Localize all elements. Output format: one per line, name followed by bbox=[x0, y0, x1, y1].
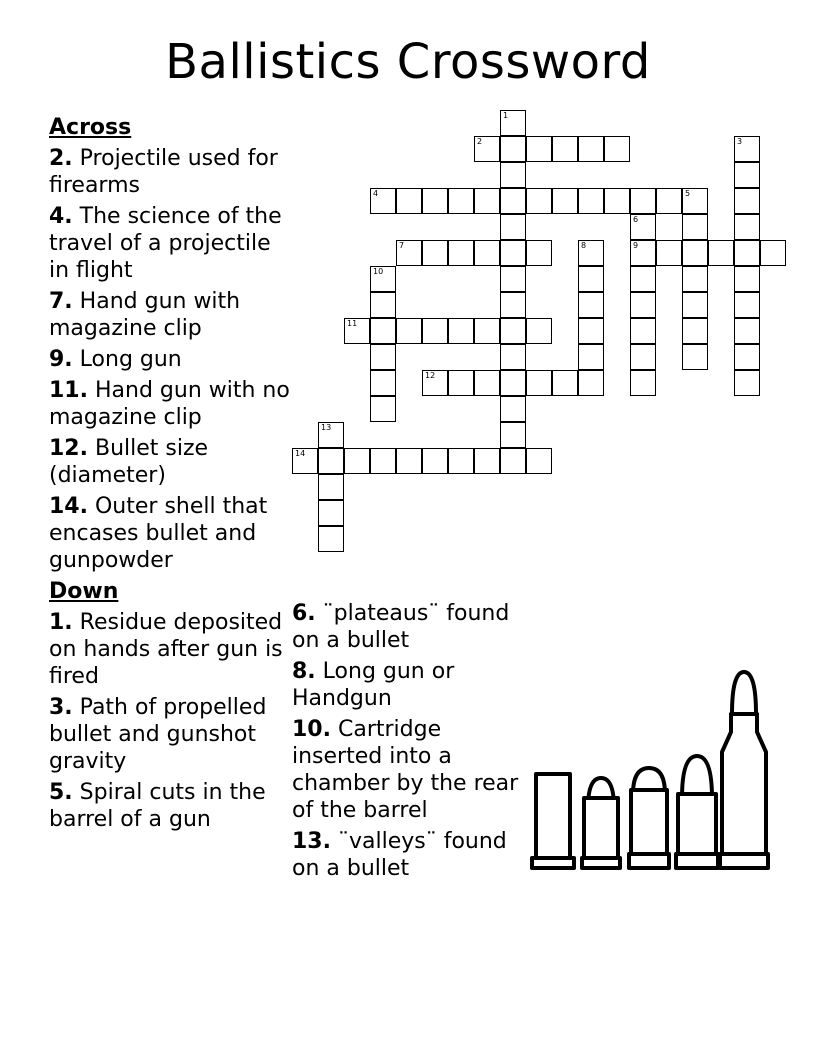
cell-number: 9 bbox=[633, 241, 639, 250]
crossword-cell[interactable] bbox=[630, 214, 656, 240]
crossword-cell[interactable] bbox=[734, 162, 760, 188]
crossword-cell[interactable] bbox=[734, 318, 760, 344]
clue-column-middle bbox=[292, 600, 522, 886]
crossword-cell[interactable] bbox=[526, 136, 552, 162]
cell-number: 1 bbox=[503, 111, 509, 120]
cell-number: 10 bbox=[373, 267, 384, 276]
crossword-cell[interactable] bbox=[734, 188, 760, 214]
clue-text: Residue deposited on hands after gun is fired bbox=[49, 610, 283, 689]
crossword-cell[interactable] bbox=[526, 318, 552, 344]
cell-number: 13 bbox=[321, 423, 332, 432]
rifle-cartridge-short-icon bbox=[676, 756, 718, 868]
crossword-cell[interactable] bbox=[682, 344, 708, 370]
clue-text: Long gun or Handgun bbox=[292, 659, 455, 711]
crossword-cell[interactable] bbox=[422, 318, 448, 344]
clue-down-8 bbox=[292, 658, 522, 712]
crossword-cell[interactable] bbox=[500, 292, 526, 318]
crossword-cell[interactable] bbox=[500, 344, 526, 370]
crossword-cell[interactable] bbox=[318, 422, 344, 448]
crossword-cell[interactable] bbox=[396, 318, 422, 344]
cell-number: 5 bbox=[685, 189, 691, 198]
crossword-cell[interactable] bbox=[500, 422, 526, 448]
crossword-cell[interactable] bbox=[630, 318, 656, 344]
crossword-cell[interactable] bbox=[318, 474, 344, 500]
crossword-cell[interactable] bbox=[370, 266, 396, 292]
clue-text: Hand gun with no magazine clip bbox=[49, 378, 290, 430]
crossword-cell[interactable] bbox=[500, 162, 526, 188]
crossword-cell[interactable] bbox=[422, 188, 448, 214]
crossword-cell[interactable] bbox=[630, 292, 656, 318]
clue-column-left bbox=[49, 114, 294, 837]
crossword-cell[interactable] bbox=[578, 370, 604, 396]
clue-across-11 bbox=[49, 377, 294, 431]
clue-text: Hand gun with magazine clip bbox=[49, 289, 241, 341]
crossword-cell[interactable] bbox=[526, 370, 552, 396]
crossword-cell[interactable] bbox=[448, 240, 474, 266]
crossword-cell[interactable] bbox=[630, 188, 656, 214]
clue-across-7 bbox=[49, 288, 294, 342]
crossword-cell[interactable] bbox=[604, 188, 630, 214]
crossword-cell[interactable] bbox=[682, 318, 708, 344]
cell-number: 7 bbox=[399, 241, 405, 250]
clue-number: 2. bbox=[49, 146, 73, 171]
crossword-cell[interactable] bbox=[344, 448, 370, 474]
crossword-cell[interactable] bbox=[682, 188, 708, 214]
crossword-cell[interactable] bbox=[682, 292, 708, 318]
crossword-cell[interactable] bbox=[396, 188, 422, 214]
clue-number: 14. bbox=[49, 494, 88, 519]
crossword-cell[interactable] bbox=[734, 370, 760, 396]
crossword-cell[interactable] bbox=[474, 318, 500, 344]
crossword-cell[interactable] bbox=[370, 370, 396, 396]
crossword-cell[interactable] bbox=[682, 214, 708, 240]
clue-across-4 bbox=[49, 203, 294, 284]
crossword-cell[interactable] bbox=[656, 240, 682, 266]
crossword-cell[interactable] bbox=[500, 136, 526, 162]
crossword-cell[interactable] bbox=[734, 292, 760, 318]
clue-number: 6. bbox=[292, 601, 316, 626]
clue-number: 10. bbox=[292, 717, 331, 742]
clue-text: Projectile used for firearms bbox=[49, 146, 278, 198]
crossword-cell[interactable] bbox=[734, 136, 760, 162]
cell-number: 14 bbox=[295, 449, 306, 458]
crossword-cell[interactable] bbox=[578, 318, 604, 344]
crossword-cell[interactable] bbox=[448, 188, 474, 214]
cell-number: 11 bbox=[347, 319, 358, 328]
crossword-cell[interactable] bbox=[630, 370, 656, 396]
clue-down-10 bbox=[292, 716, 522, 824]
across-heading: Across bbox=[49, 115, 132, 140]
crossword-cell[interactable] bbox=[318, 448, 344, 474]
clue-text: ¨plateaus¨ found on a bullet bbox=[292, 601, 510, 653]
clue-down-13 bbox=[292, 828, 522, 882]
crossword-cell[interactable] bbox=[578, 266, 604, 292]
crossword-cell[interactable] bbox=[552, 370, 578, 396]
crossword-cell[interactable] bbox=[682, 240, 708, 266]
crossword-cell[interactable] bbox=[370, 344, 396, 370]
clue-across-2 bbox=[49, 145, 294, 199]
crossword-cell[interactable] bbox=[500, 318, 526, 344]
crossword-cell[interactable] bbox=[526, 240, 552, 266]
clue-number: 12. bbox=[49, 436, 88, 461]
crossword-cell[interactable] bbox=[396, 240, 422, 266]
crossword-cell[interactable] bbox=[708, 240, 734, 266]
crossword-cell[interactable] bbox=[500, 396, 526, 422]
crossword-cell[interactable] bbox=[474, 370, 500, 396]
clue-number: 11. bbox=[49, 378, 88, 403]
cell-number: 2 bbox=[477, 137, 483, 146]
clue-number: 13. bbox=[292, 829, 331, 854]
clue-down-3 bbox=[49, 694, 294, 775]
crossword-cell[interactable] bbox=[630, 240, 656, 266]
cell-number: 12 bbox=[425, 371, 436, 380]
crossword-cell[interactable] bbox=[448, 448, 474, 474]
crossword-cell[interactable] bbox=[500, 370, 526, 396]
crossword-cell[interactable] bbox=[578, 188, 604, 214]
crossword-cell[interactable] bbox=[630, 344, 656, 370]
clue-text: Spiral cuts in the barrel of a gun bbox=[49, 780, 266, 832]
rifle-cartridge-long-icon bbox=[720, 672, 768, 868]
clue-text: Outer shell that encases bullet and gunpowder bbox=[49, 494, 268, 573]
crossword-cell[interactable] bbox=[734, 266, 760, 292]
pistol-cartridge-icon bbox=[582, 778, 620, 868]
crossword-cell[interactable] bbox=[474, 448, 500, 474]
cell-number: 4 bbox=[373, 189, 379, 198]
cell-number: 6 bbox=[633, 215, 639, 224]
crossword-cell[interactable] bbox=[344, 318, 370, 344]
shotgun-shell-icon bbox=[532, 774, 574, 868]
crossword-cell[interactable] bbox=[448, 370, 474, 396]
cell-number: 8 bbox=[581, 241, 587, 250]
crossword-cell[interactable] bbox=[422, 370, 448, 396]
crossword-cell[interactable] bbox=[552, 188, 578, 214]
crossword-cell[interactable] bbox=[682, 266, 708, 292]
clue-number: 5. bbox=[49, 780, 73, 805]
crossword-cell[interactable] bbox=[734, 344, 760, 370]
crossword-cell[interactable] bbox=[734, 240, 760, 266]
crossword-cell[interactable] bbox=[318, 526, 344, 552]
down-heading: Down bbox=[49, 579, 119, 604]
clue-text: Path of propelled bullet and gunshot gravity bbox=[49, 695, 267, 774]
crossword-cell[interactable] bbox=[578, 292, 604, 318]
crossword-cell[interactable] bbox=[578, 136, 604, 162]
crossword-cell[interactable] bbox=[552, 136, 578, 162]
crossword-cell[interactable] bbox=[760, 240, 786, 266]
crossword-cell[interactable] bbox=[474, 188, 500, 214]
clue-number: 4. bbox=[49, 204, 73, 229]
clue-text: Cartridge inserted into a chamber by the rear of the barrel bbox=[292, 717, 519, 823]
bullet-cartridges-illustration bbox=[530, 668, 775, 883]
crossword-cell[interactable] bbox=[292, 448, 318, 474]
crossword-cell[interactable] bbox=[370, 292, 396, 318]
clue-number: 7. bbox=[49, 289, 73, 314]
crossword-cell[interactable] bbox=[370, 318, 396, 344]
crossword-cell[interactable] bbox=[500, 214, 526, 240]
clue-number: 1. bbox=[49, 610, 73, 635]
clue-down-5 bbox=[49, 779, 294, 833]
cell-number: 3 bbox=[737, 137, 743, 146]
crossword-cell[interactable] bbox=[370, 188, 396, 214]
crossword-cell[interactable] bbox=[656, 188, 682, 214]
crossword-cell[interactable] bbox=[526, 448, 552, 474]
clue-text: Long gun bbox=[79, 347, 182, 372]
crossword-cell[interactable] bbox=[318, 500, 344, 526]
clue-number: 9. bbox=[49, 347, 73, 372]
clue-across-9 bbox=[49, 346, 294, 373]
crossword-cell[interactable] bbox=[474, 240, 500, 266]
crossword-cell[interactable] bbox=[578, 344, 604, 370]
crossword-cell[interactable] bbox=[630, 266, 656, 292]
revolver-cartridge-icon bbox=[629, 768, 669, 868]
clue-text: Bullet size (diameter) bbox=[49, 436, 209, 488]
crossword-cell[interactable] bbox=[500, 110, 526, 136]
crossword-cell[interactable] bbox=[422, 448, 448, 474]
crossword-cell[interactable] bbox=[500, 188, 526, 214]
crossword-cell[interactable] bbox=[604, 136, 630, 162]
crossword-cell[interactable] bbox=[526, 188, 552, 214]
clue-text: The science of the travel of a projectile in flight bbox=[49, 204, 282, 283]
crossword-cell[interactable] bbox=[396, 448, 422, 474]
clue-across-14 bbox=[49, 493, 294, 574]
crossword-cell[interactable] bbox=[422, 240, 448, 266]
crossword-cell[interactable] bbox=[474, 136, 500, 162]
clue-down-6 bbox=[292, 600, 522, 654]
crossword-cell[interactable] bbox=[448, 318, 474, 344]
crossword-cell[interactable] bbox=[500, 240, 526, 266]
page-title: Ballistics Crossword bbox=[165, 34, 651, 90]
crossword-cell[interactable] bbox=[578, 240, 604, 266]
crossword-cell[interactable] bbox=[500, 266, 526, 292]
crossword-cell[interactable] bbox=[370, 396, 396, 422]
clue-number: 3. bbox=[49, 695, 73, 720]
clue-down-1 bbox=[49, 609, 294, 690]
clue-across-12 bbox=[49, 435, 294, 489]
crossword-cell[interactable] bbox=[500, 448, 526, 474]
crossword-cell[interactable] bbox=[734, 214, 760, 240]
crossword-cell[interactable] bbox=[370, 448, 396, 474]
clue-number: 8. bbox=[292, 659, 316, 684]
clue-text: ¨valleys¨ found on a bullet bbox=[292, 829, 507, 881]
